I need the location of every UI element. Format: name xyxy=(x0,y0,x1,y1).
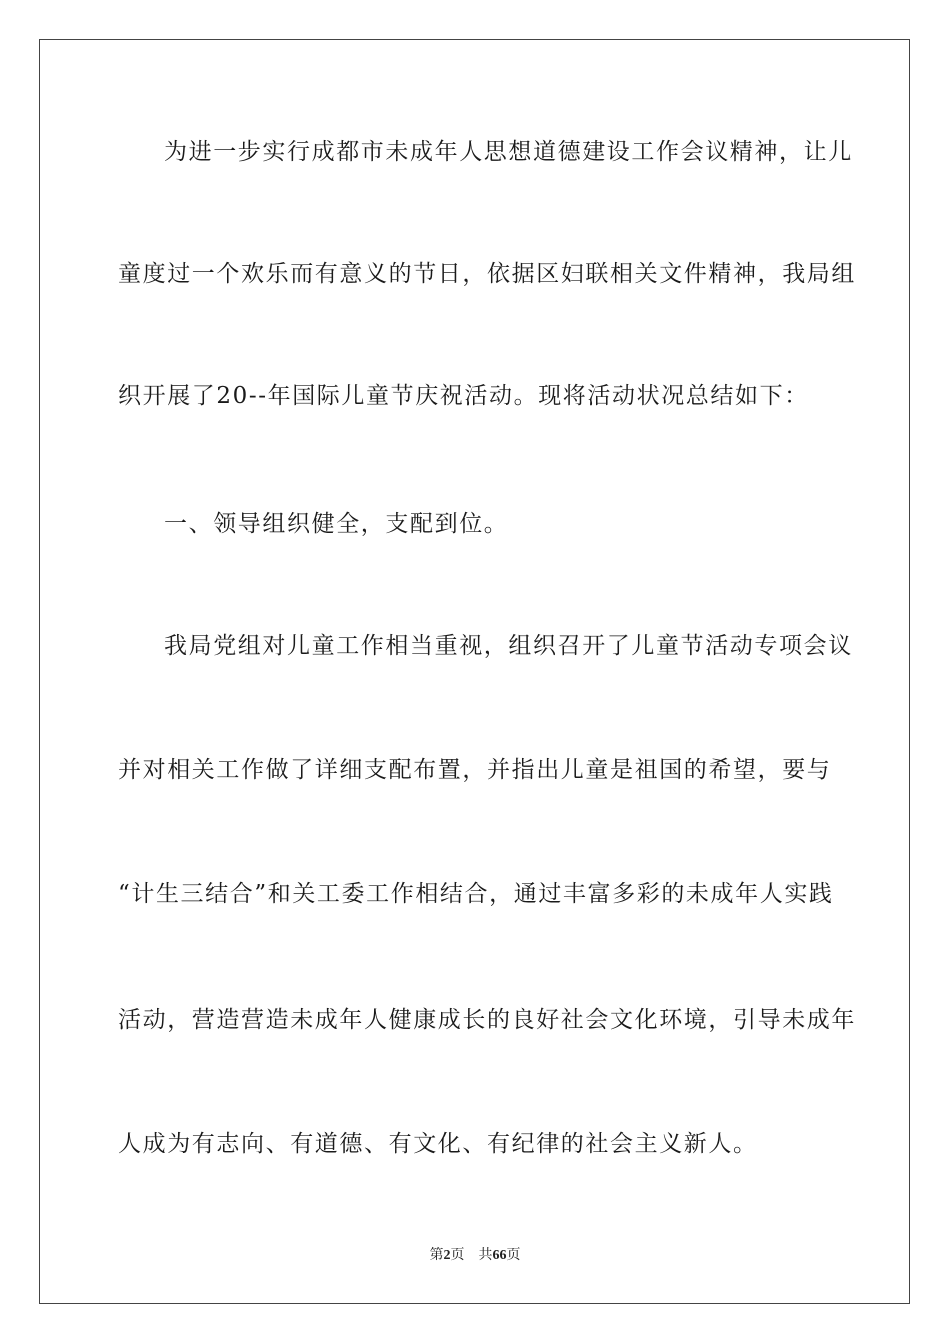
footer-total-suffix: 页 xyxy=(506,1248,521,1263)
paragraph-2-line-1: 我局党组对儿童工作相当重视，组织召开了儿童节活动专项会议 xyxy=(164,633,853,659)
paragraph-2-line-2: 并对相关工作做了详细支配布置，并指出儿童是祖国的希望，要与 xyxy=(118,757,832,783)
paragraph-2-line-3: “计生三结合”和关工委工作相结合，通过丰富多彩的未成年人实践 xyxy=(118,881,834,907)
footer-total-pages: 66 xyxy=(492,1248,507,1263)
page-footer xyxy=(0,1247,950,1265)
page-border xyxy=(39,39,910,1304)
paragraph-1-line-2: 童度过一个欢乐而有意义的节日，依据区妇联相关文件精神，我局组 xyxy=(118,261,856,287)
section-heading-1: 一、领导组织健全，支配到位。 xyxy=(164,511,509,537)
paragraph-2-line-5: 人成为有志向、有道德、有文化、有纪律的社会主义新人。 xyxy=(118,1131,758,1157)
footer-page-suffix: 页 xyxy=(450,1248,465,1263)
paragraph-2-line-4: 活动，营造营造未成年人健康成长的良好社会文化环境，引导未成年 xyxy=(118,1007,856,1033)
footer-total-prefix: 共 xyxy=(478,1248,493,1263)
paragraph-1-line-3: 织开展了20--年国际儿童节庆祝活动。现将活动状况总结如下： xyxy=(118,383,809,409)
footer-page-prefix: 第 xyxy=(429,1248,444,1263)
footer-page-number: 2 xyxy=(443,1248,451,1263)
paragraph-1-line-1: 为进一步实行成都市未成年人思想道德建设工作会议精神，让儿 xyxy=(164,139,853,165)
